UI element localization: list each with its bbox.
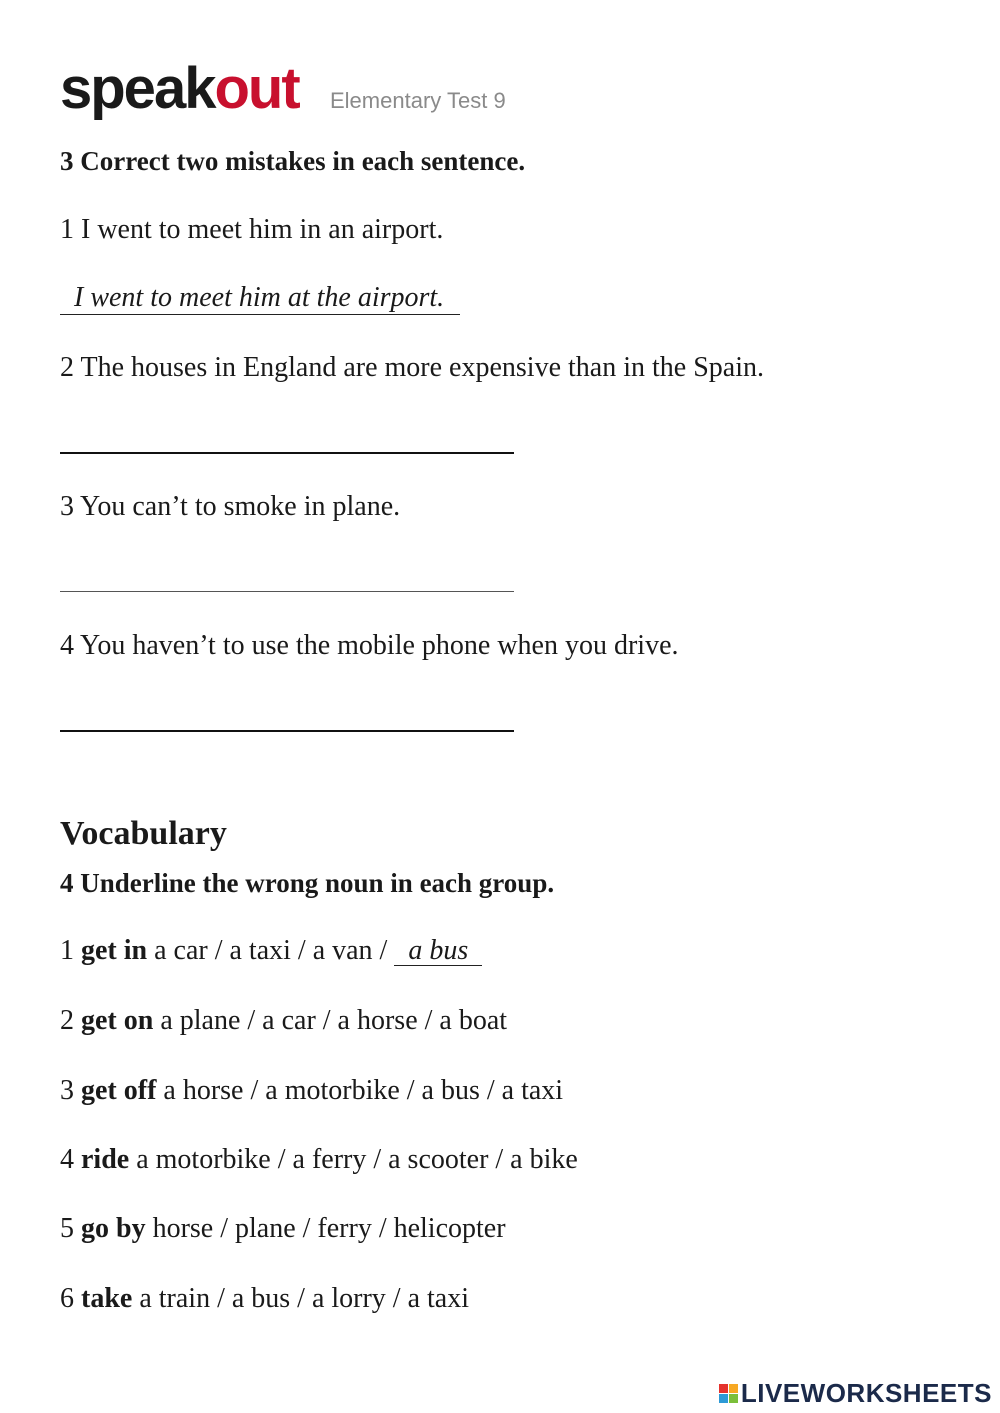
exercise3-answer-4[interactable] xyxy=(60,730,514,732)
icon-square-red xyxy=(719,1384,728,1393)
vocab-item-verb: ride xyxy=(81,1144,130,1175)
vocabulary-title: Vocabulary xyxy=(60,815,227,852)
exercise3-sentence-4: 4 You haven’t to use the mobile phone when you drive. xyxy=(60,630,679,661)
logo-out: out xyxy=(214,56,299,121)
vocab-item-options: a car / a taxi / a van / xyxy=(147,935,395,966)
icon-square-orange xyxy=(729,1384,738,1393)
exercise3-sentence-1: 1 I went to meet him in an airport. xyxy=(60,214,444,245)
vocab-item-options: a train / a bus / a lorry / a taxi xyxy=(132,1283,469,1314)
vocab-item-num: 1 xyxy=(60,935,74,966)
vocab-item-num: 5 xyxy=(60,1213,74,1244)
vocab-item-verb: take xyxy=(81,1283,133,1314)
vocab-item-num: 2 xyxy=(60,1005,74,1036)
vocab-item-options: a motorbike / a ferry / a scooter / a bike xyxy=(129,1144,578,1175)
speakout-logo xyxy=(60,56,299,121)
liveworksheets-brand: LIVEWORKSHEETS xyxy=(740,1378,992,1408)
vocab-item-verb: get off xyxy=(81,1075,157,1106)
liveworksheets-logo[interactable] xyxy=(719,1378,992,1409)
vocab-item-options: a plane / a car / a horse / a boat xyxy=(153,1005,508,1036)
vocab-item-5 xyxy=(60,1213,506,1245)
exercise3-sentence-3: 3 You can’t to smoke in plane. xyxy=(60,491,401,522)
test-subtitle: Elementary Test 9 xyxy=(330,88,506,113)
vocab-item-options: horse / plane / ferry / helicopter xyxy=(145,1213,506,1244)
vocab-item-options: a horse / a motorbike / a bus / a taxi xyxy=(156,1075,564,1106)
logo-speak: speak xyxy=(60,56,215,121)
vocab-item-verb: go by xyxy=(81,1213,146,1244)
vocab-item-verb: get on xyxy=(81,1005,154,1036)
vocab-item-verb: get in xyxy=(81,935,148,966)
vocab-item-6 xyxy=(60,1283,469,1315)
exercise4-heading: 4 Underline the wrong noun in each group. xyxy=(60,868,555,898)
vocab-item-2 xyxy=(60,1005,507,1037)
vocab-item-num: 4 xyxy=(60,1144,74,1175)
icon-square-green xyxy=(729,1394,738,1403)
icon-square-blue xyxy=(719,1394,728,1403)
liveworksheets-icon xyxy=(719,1384,738,1403)
vocab-item-num: 3 xyxy=(60,1075,74,1106)
exercise3-sentence-2: 2 The houses in England are more expensive than in the Spain. xyxy=(60,352,764,383)
vocab-item-1 xyxy=(60,935,482,967)
vocab-item-3 xyxy=(60,1075,563,1107)
exercise3-heading: 3 Correct two mistakes in each sentence. xyxy=(60,146,526,176)
vocab-item-num: 6 xyxy=(60,1283,74,1314)
exercise3-answer-3[interactable] xyxy=(60,591,514,592)
exercise3-answer-2[interactable] xyxy=(60,452,514,454)
vocab-answer-1[interactable]: a bus xyxy=(394,936,482,966)
vocab-item-4 xyxy=(60,1144,578,1176)
exercise3-answer-1[interactable]: I went to meet him at the airport. xyxy=(60,283,460,315)
